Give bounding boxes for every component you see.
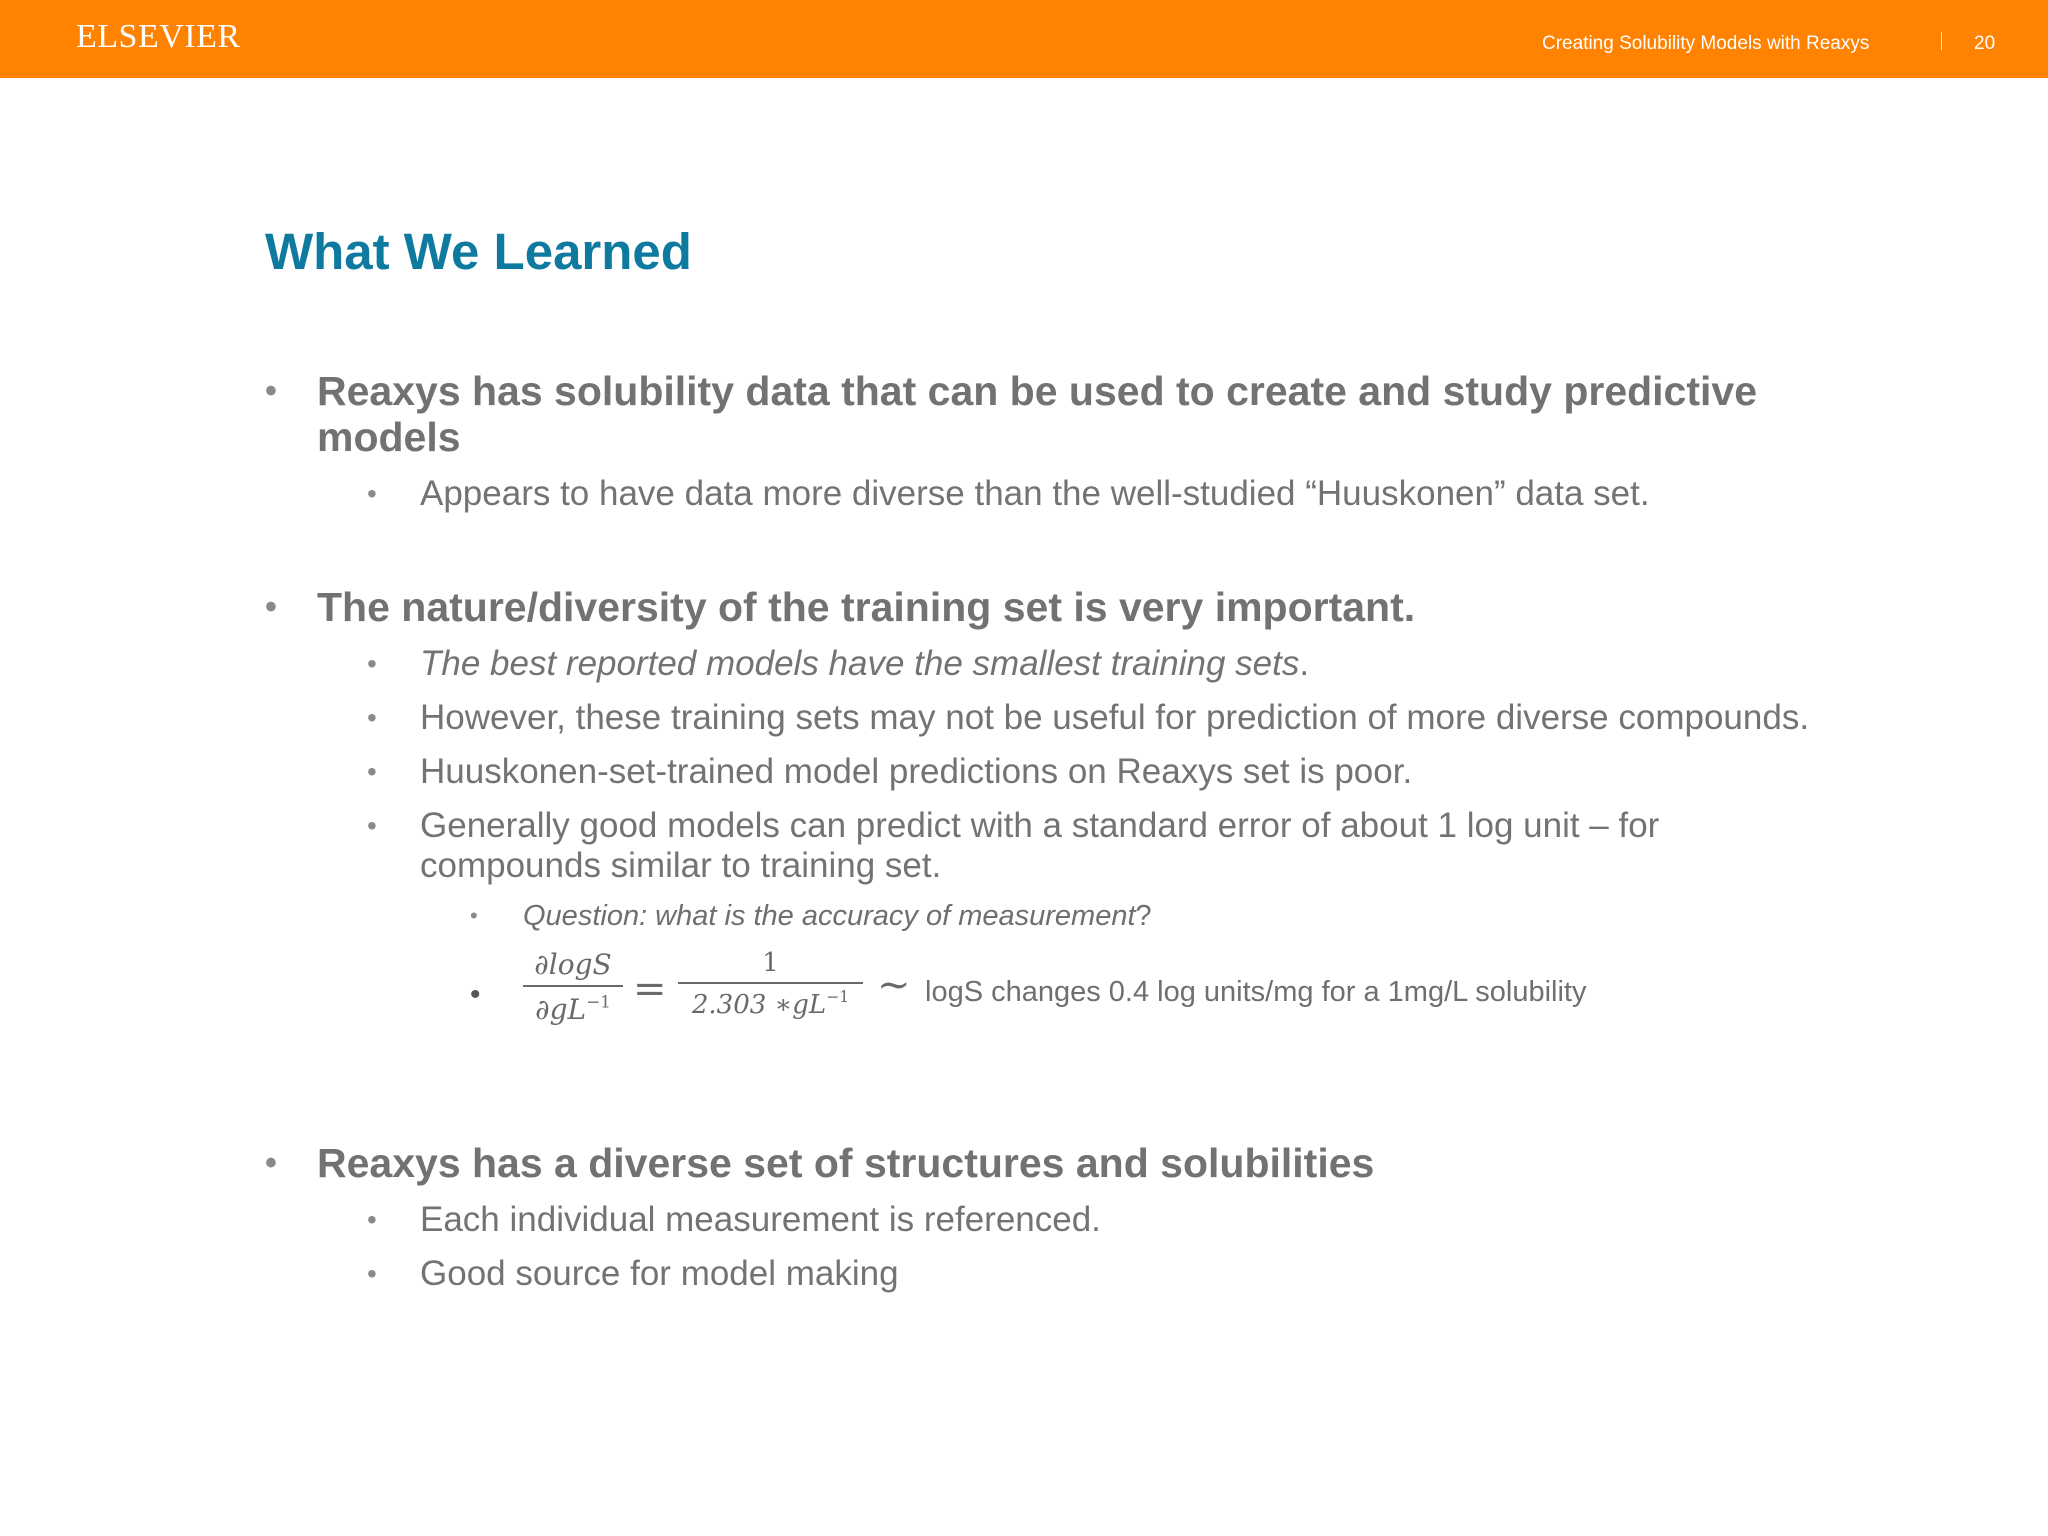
bullet-text: However, these training sets may not be useful for prediction of more diverse compounds.: [420, 698, 1810, 737]
equation-rhs-fraction: [678, 948, 863, 1020]
equation-explanation: logS changes 0.4 log units/mg for a 1mg/L solubility: [925, 976, 1587, 1008]
rhs-denominator-base: 2.303 ∗gL: [691, 990, 827, 1020]
rhs-numerator: 1: [762, 948, 779, 978]
bullet-training-set-importance: [265, 584, 1825, 630]
elsevier-logo: ELSEVIER: [76, 18, 241, 55]
bullet-text: Appears to have data more diverse than the well-studied “Huuskonen” data set.: [420, 474, 1650, 513]
sub-bullet-standard-error: [265, 806, 1825, 886]
approx-sign: ~: [877, 962, 911, 1008]
bullet-dot: •: [367, 1258, 377, 1289]
bullet-diverse-structures: [265, 1140, 1825, 1186]
bullet-text: Question: what is the accuracy of measurement: [523, 900, 1136, 932]
bullet-text: The best reported models have the smallest training sets: [420, 644, 1300, 683]
bullet-text: Reaxys has a diverse set of structures and solubilities: [317, 1140, 1375, 1186]
bullet-dot: •: [367, 756, 377, 787]
sub-bullet-referenced: [265, 1200, 1825, 1240]
bullet-reaxys-solubility-data: [265, 368, 1825, 460]
lhs-numerator: ∂logS: [534, 948, 612, 981]
bullet-text: Each individual measurement is referenced.: [420, 1200, 1101, 1239]
slide-content: [265, 368, 1825, 1294]
sub-bullet-not-useful: [265, 698, 1825, 738]
lhs-denominator-exponent: −1: [586, 991, 611, 1012]
header-bar: [0, 0, 2048, 78]
bullet-dot: •: [265, 372, 277, 410]
equation-lhs-fraction: [523, 948, 623, 1026]
presentation-title: Creating Solubility Models with Reaxys: [1542, 33, 1870, 54]
bullet-dot: •: [367, 1204, 377, 1235]
bullet-dot: •: [265, 588, 277, 626]
bullet-dot: •: [367, 648, 377, 679]
header-divider: [1941, 32, 1942, 50]
bullet-text: Huuskonen-set-trained model predictions on Reaxys set is poor.: [420, 752, 1413, 791]
bullet-text: Generally good models can predict with a standard error of about 1 log unit – for compounds similar to training set.: [420, 806, 1660, 885]
equals-sign: =: [633, 966, 667, 1012]
bullet-dot: •: [470, 903, 478, 928]
sub-bullet-diverse-data: [265, 474, 1825, 514]
slide-title: What We Learned: [265, 223, 692, 280]
bullet-dot: •: [367, 702, 377, 733]
lhs-denominator: [523, 993, 623, 1026]
page-number: 20: [1974, 33, 1996, 54]
bullet-text: Good source for model making: [420, 1254, 899, 1293]
fraction-bar: [523, 985, 623, 987]
bullet-text: The nature/diversity of the training set is very important.: [317, 584, 1416, 630]
equation-row: [265, 948, 1825, 1044]
bullet-dot: •: [367, 810, 377, 841]
rhs-denominator-exponent: −1: [826, 988, 850, 1007]
bullet-text-suffix: ?: [1135, 900, 1152, 932]
bullet-text-suffix: .: [1299, 644, 1310, 683]
sub-bullet-best-models: [265, 644, 1825, 684]
fraction-bar: [678, 982, 863, 984]
sub-bullet-good-source: [265, 1254, 1825, 1294]
bullet-dot: •: [265, 1144, 277, 1182]
sub-sub-bullet-question: [265, 898, 1825, 934]
bullet-dot: •: [367, 478, 377, 509]
sub-bullet-huuskonen-poor: [265, 752, 1825, 792]
rhs-denominator: [678, 990, 863, 1020]
lhs-denominator-base: ∂gL: [535, 993, 587, 1026]
bullet-text: Reaxys has solubility data that can be used to create and study predictive models: [317, 368, 1758, 460]
bullet-dot: •: [470, 978, 481, 1011]
